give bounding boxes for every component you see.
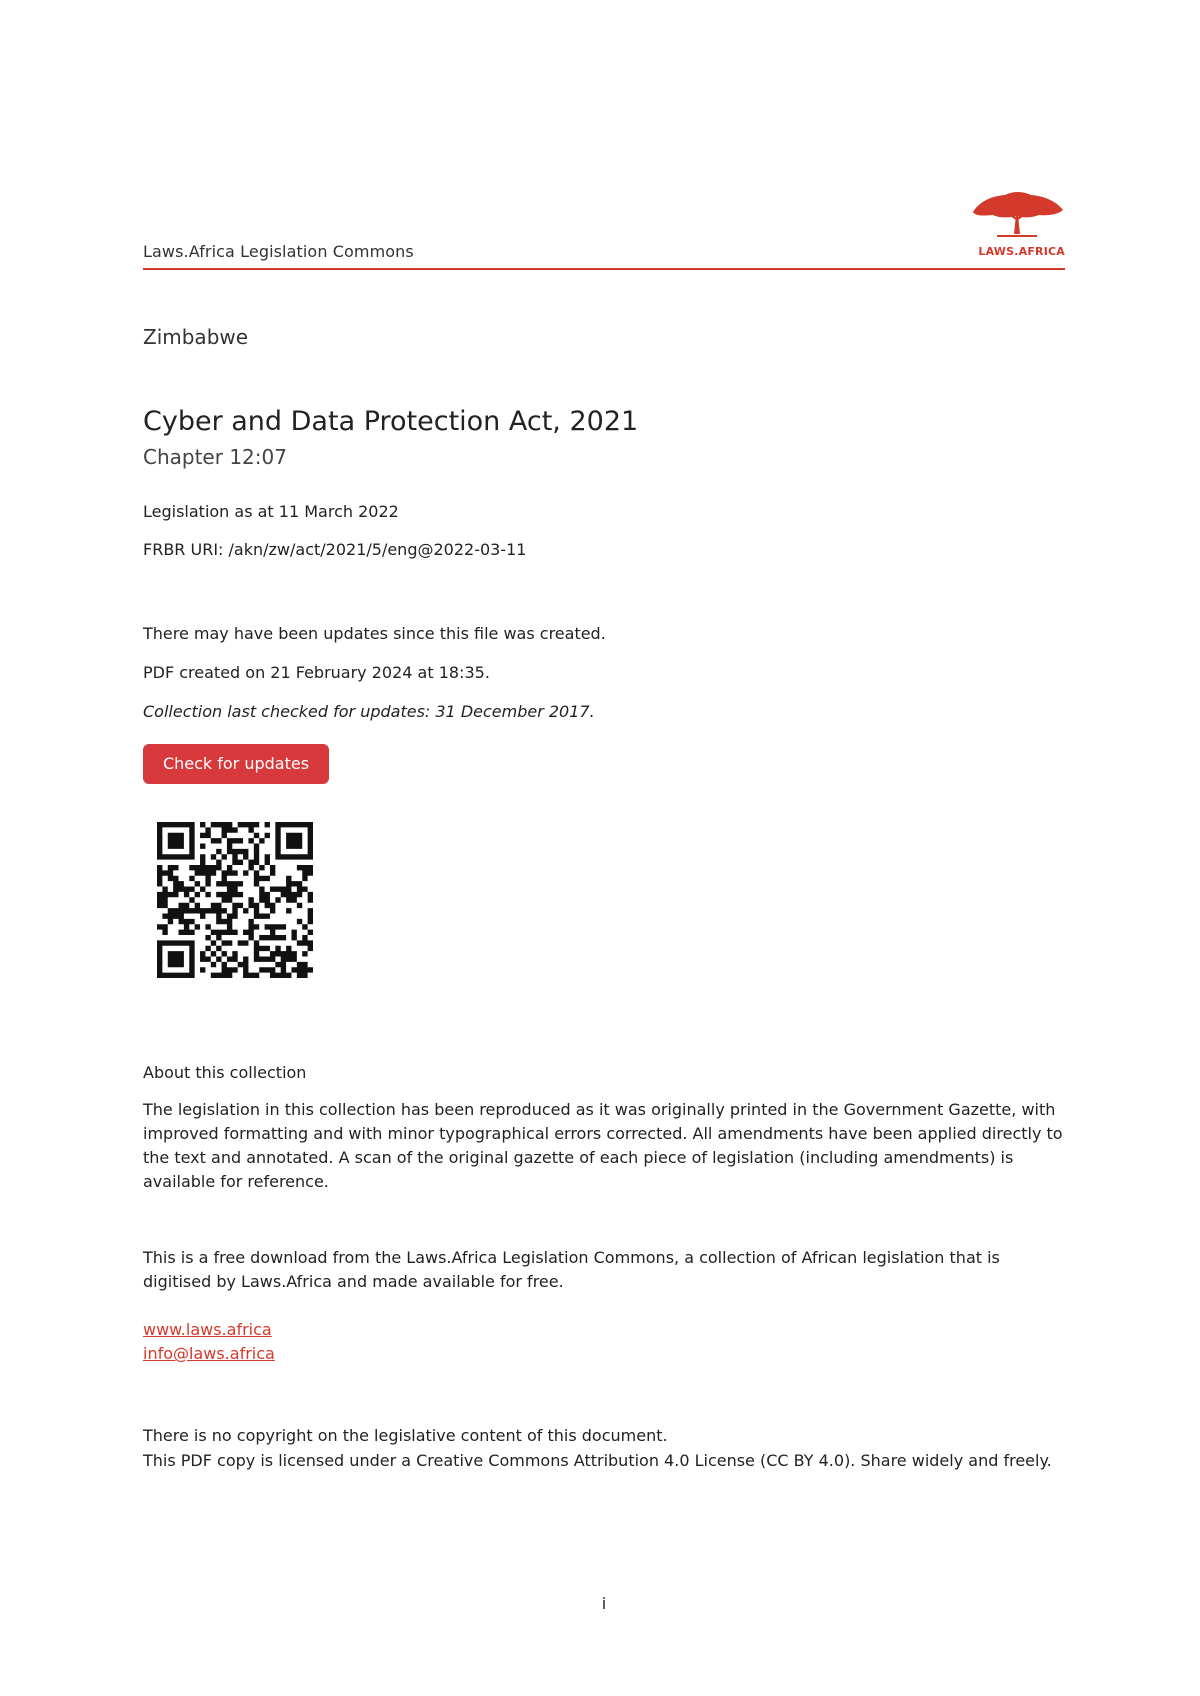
qr-code-icon[interactable] (157, 822, 313, 978)
frbr-uri: FRBR URI: /akn/zw/act/2021/5/eng@2022-03-11 (143, 540, 527, 559)
email-link[interactable]: info@laws.africa (143, 1344, 275, 1363)
about-paragraph: The legislation in this collection has been reproduced as it was originally printed in the Government Gazette, with improved formatting and with minor typographical errors corrected. All amendments have been applied directly to the text and annotated. A scan of the original gazette of each piece of legislation (including amendments) is available for reference. (143, 1100, 1063, 1191)
header-divider (143, 268, 1065, 270)
document-page (143, 0, 1065, 1696)
check-for-updates-button[interactable]: Check for updates (143, 744, 329, 784)
document-title: Cyber and Data Protection Act, 2021 (143, 406, 639, 437)
header-title: Laws.Africa Legislation Commons (143, 242, 414, 261)
pdf-created: PDF created on 21 February 2024 at 18:35. (143, 663, 490, 682)
about-heading: About this collection (143, 1063, 307, 1082)
acacia-tree-icon (969, 190, 1065, 242)
legislation-date: Legislation as at 11 March 2022 (143, 502, 399, 521)
copyright-notice: There is no copyright on the legislative content of this document. (143, 1426, 668, 1445)
laws-africa-logo (969, 190, 1065, 260)
free-download-paragraph: This is a free download from the Laws.Africa Legislation Commons, a collection of African legislation that is digitised by Laws.Africa and made available for free. (143, 1248, 1000, 1291)
page-header (143, 190, 1065, 270)
logo-wordmark: LAWS.AFRICA (978, 245, 1065, 258)
updates-note: There may have been updates since this file was created. (143, 624, 606, 643)
website-link[interactable]: www.laws.africa (143, 1320, 272, 1339)
country-name: Zimbabwe (143, 325, 249, 349)
collection-checked: Collection last checked for updates: 31 December 2017. (143, 702, 595, 721)
page-number: i (601, 1594, 607, 1613)
license-notice: This PDF copy is licensed under a Creative Commons Attribution 4.0 License (CC BY 4.0). Share widely and freely. (143, 1451, 1052, 1470)
chapter-number: Chapter 12:07 (143, 445, 287, 469)
